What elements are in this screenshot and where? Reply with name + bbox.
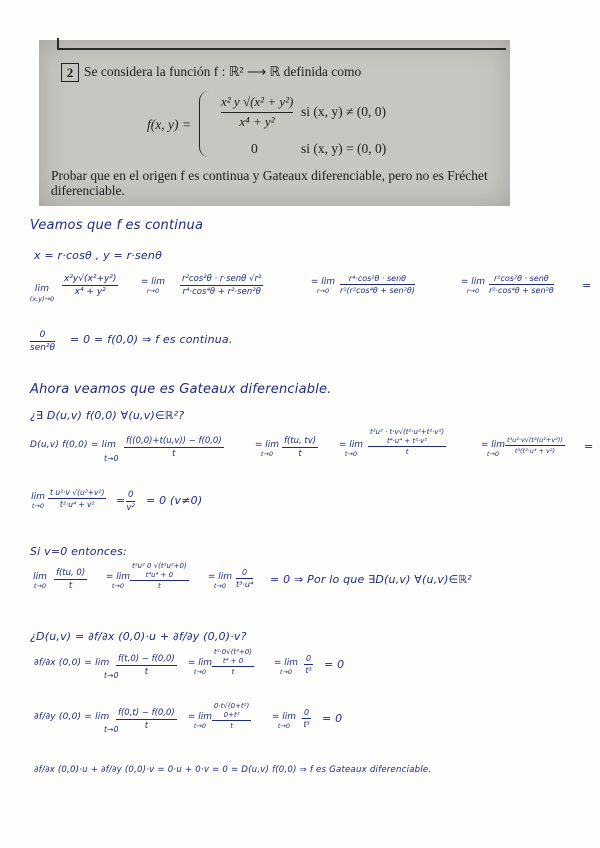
d5-tail: = 0 (v≠0) <box>146 494 203 507</box>
d5-equals: = <box>116 494 126 507</box>
lim3-numerator: r⁴·cos²θ · senθ <box>340 274 415 285</box>
d4-numerator: t³u²·v√(t²(u²+v²)) <box>507 436 563 444</box>
lim2-sub: r→0 <box>146 287 160 295</box>
d1-fraction <box>124 436 224 459</box>
d4-denominator: t³(t²·u⁴ + v²) <box>514 447 556 455</box>
d3-numerator: t²u² · t·v√(t²·u²+t²·v²) <box>370 428 445 436</box>
d5-result-fraction <box>126 490 135 513</box>
lim4-denominator: r²·cos⁴θ + sen²θ <box>489 286 554 295</box>
dfy-last-denominator: t³ <box>303 720 310 729</box>
dfx-mid-label <box>186 658 214 676</box>
lim1-numerator: x²y√(x²+y²) <box>64 274 117 284</box>
dfx-mid-fraction <box>212 648 254 676</box>
lim1-sub: (x,y)→0 <box>29 295 55 303</box>
lim3-fraction <box>340 274 415 295</box>
v0-mid-numerator: t²u² 0 √(t²u²+0) <box>132 562 187 570</box>
d4-label <box>478 440 508 458</box>
lim4-word: = lim <box>460 277 486 287</box>
v0-fraction <box>54 568 87 591</box>
polar-substitution: x = r·cosθ , y = r·senθ <box>34 249 163 262</box>
dfy-last-numerator: 0 <box>304 708 310 717</box>
lim1-fraction <box>62 274 118 297</box>
dfx-last-fraction <box>304 654 313 675</box>
result-denominator: sen²θ <box>30 343 56 353</box>
d1-denominator: t <box>172 449 176 459</box>
divider-line <box>57 48 506 50</box>
result-numerator: 0 <box>30 330 55 342</box>
dfx-last-sub: t→0 <box>279 668 293 676</box>
dfy-mid-numerator: 0·t√(0+t²) <box>214 702 250 710</box>
d4-sub: t→0 <box>486 450 500 458</box>
d5-denominator: t²·u⁴ + v² <box>59 500 95 509</box>
dfx-last-label <box>272 658 300 676</box>
dfy-sub: t→0 <box>104 725 119 734</box>
dfy-mid-word: = lim <box>187 712 213 722</box>
lim4-equals: = <box>582 279 592 292</box>
d5-result-numerator: 0 <box>128 490 134 500</box>
d2-word: = lim <box>254 440 280 450</box>
d3-sub: t→0 <box>344 450 358 458</box>
v0-mid-inner-denominator: t⁴u⁴ + 0 <box>130 571 189 581</box>
dfy-fraction <box>116 708 177 731</box>
v0-last-label <box>206 572 234 590</box>
d3-label <box>334 440 368 458</box>
d5-label <box>26 492 50 510</box>
dfy-mid-fraction <box>212 702 251 730</box>
v0-lim-sub: t→0 <box>33 582 47 590</box>
heading-continuity: Veamos que f es continua <box>30 218 204 233</box>
d1-numerator: f((0,0)+t(u,v)) − f(0,0) <box>126 436 222 446</box>
d2-fraction <box>282 436 318 459</box>
v0-mid-fraction <box>130 562 189 590</box>
d3-denominator: t <box>405 448 409 456</box>
dfx-sub: t→0 <box>104 671 119 680</box>
lim3-denominator: r²(r²cos⁴θ + sen²θ) <box>340 286 415 295</box>
v0-numerator: f(tu, 0) <box>56 568 86 578</box>
dfy-last-sub: t→0 <box>277 722 291 730</box>
directional-derivative-label: D(u,v) f(0,0) = lim <box>30 440 117 450</box>
d5-word: lim <box>31 492 45 502</box>
dfx-last-denominator: t³ <box>305 666 312 675</box>
lim3-label <box>304 277 342 295</box>
lim2-word: = lim <box>140 277 166 287</box>
dfx-mid-denominator: t <box>231 668 235 676</box>
v0-last-sub: t→0 <box>213 582 227 590</box>
dfx-mid-sub: t→0 <box>193 668 207 676</box>
v0-last-denominator: t³·u⁴ <box>236 580 254 589</box>
problem-task: Probar que en el origen f es continua y Gateaux diferenciable, pero no es Fréchet diferenciable. <box>51 168 488 198</box>
case2-value: 0 <box>251 141 258 156</box>
dfx-last-numerator: 0 <box>306 654 312 663</box>
question-existence: ¿∃ D(u,v) f(0,0) ∀(u,v)∈ℝ²? <box>30 409 185 422</box>
final-conclusion: ∂f/∂x (0,0)·u + ∂f/∂y (0,0)·v = 0·u + 0·v = 0 = D(u,v) f(0,0) ⇒ f es Gateaux diferenciable. <box>34 765 432 775</box>
dfy-last-word: = lim <box>271 712 297 722</box>
lim1-denominator: x⁴ + y² <box>74 287 106 297</box>
lim3-word: = lim <box>310 277 336 287</box>
v0-mid-sub: t→0 <box>111 582 125 590</box>
function-lhs: f(x, y) = <box>147 117 191 132</box>
d1-sub: t→0 <box>104 454 119 463</box>
v0-lim-word: lim <box>33 572 47 582</box>
v0-mid-word: = lim <box>105 572 131 582</box>
v0-denominator: t <box>68 581 73 591</box>
lim3-sub: r→0 <box>316 287 330 295</box>
d3-inner-denominator: t⁴·u⁴ + t²·v² <box>368 437 446 447</box>
lim1-word: lim <box>34 284 50 294</box>
dfx-numerator: f(t,0) − f(0,0) <box>118 654 175 664</box>
dfx-denominator: t <box>144 667 149 677</box>
d2-numerator: f(tu, tv) <box>284 436 317 446</box>
dfy-numerator: f(0,t) − f(0,0) <box>118 708 175 718</box>
v0-mid-denominator: t <box>157 582 161 590</box>
d5-numerator: t u²·v √(u²+v²) <box>50 488 105 497</box>
dfy-label: ∂f/∂y (0,0) = lim <box>34 712 110 722</box>
v0-last-numerator: 0 <box>236 568 253 579</box>
d4-word: = lim <box>480 440 506 450</box>
v0-lim-label <box>26 572 54 590</box>
dfy-last-fraction <box>302 708 311 729</box>
d3-word: = lim <box>338 440 364 450</box>
dfy-last-label <box>270 712 298 730</box>
dfy-mid-inner-denominator: 0+t² <box>212 711 251 721</box>
result-fraction <box>30 330 55 353</box>
d2-denominator: t <box>298 449 302 459</box>
d2-sub: t→0 <box>260 450 274 458</box>
dfy-denominator: t <box>144 721 149 731</box>
dfy-result: = 0 <box>322 712 343 725</box>
cases-brace <box>199 91 212 157</box>
lim4-numerator: r²cos²θ · senθ <box>489 274 554 285</box>
lim1-label <box>22 276 62 303</box>
dfx-mid-numerator: t²·0√(t²+0) <box>214 648 253 656</box>
lim4-label <box>455 277 491 295</box>
dfx-result: = 0 <box>324 658 345 671</box>
case2-condition: si (x, y) = (0, 0) <box>301 141 387 156</box>
lim4-sub: r→0 <box>466 287 480 295</box>
dfx-mid-inner-denominator: t⁴ + 0 <box>212 657 254 667</box>
v0-last-word: = lim <box>207 572 233 582</box>
d4-fraction <box>505 436 565 455</box>
d5-fraction <box>48 488 106 509</box>
lim4-fraction <box>489 274 554 295</box>
lim2-denominator: r⁴·cos⁴θ + r²·sen²θ <box>182 287 261 297</box>
dfy-mid-label <box>186 712 214 730</box>
case1-condition: si (x, y) ≠ (0, 0) <box>301 104 387 119</box>
heading-gateaux: Ahora veamos que es Gateaux diferenciable. <box>30 382 332 397</box>
dfy-mid-sub: t→0 <box>193 722 207 730</box>
dfy-mid-denominator: t <box>230 722 233 730</box>
d4-equals: = <box>584 440 594 453</box>
lim2-label <box>133 277 173 295</box>
problem-number: 2 <box>61 63 79 82</box>
case-v-zero: Si v=0 entonces: <box>30 545 127 558</box>
question-linearity: ¿D(u,v) = ∂f/∂x (0,0)·u + ∂f/∂y (0,0)·v? <box>30 630 247 643</box>
v0-last-fraction <box>236 568 253 589</box>
d3-fraction <box>368 428 446 456</box>
d5-result-denominator: v² <box>126 503 135 513</box>
v0-mid-label <box>104 572 132 590</box>
dfx-mid-word: = lim <box>187 658 213 668</box>
lim2-fraction <box>180 274 263 297</box>
dfx-fraction <box>116 654 177 677</box>
problem-statement: Se considera la función f : ℝ² ⟶ ℝ definida como <box>84 64 362 79</box>
lim2-numerator: r²cos²θ · r·senθ √r² <box>182 274 262 284</box>
case1-denominator: x⁴ + y² <box>239 114 275 129</box>
problem-photo <box>39 40 510 206</box>
continuity-conclusion: = 0 = f(0,0) ⇒ f es continua. <box>70 333 233 346</box>
case1-numerator: x² y √(x² + y²) <box>221 94 293 113</box>
d5-sub: t→0 <box>31 502 45 510</box>
dfx-label: ∂f/∂x (0,0) = lim <box>34 658 110 668</box>
d2-label <box>250 440 284 458</box>
case1-fraction <box>221 94 293 130</box>
dfx-last-word: = lim <box>273 658 299 668</box>
v0-conclusion: = 0 ⇒ Por lo que ∃D(u,v) ∀(u,v)∈ℝ² <box>270 573 472 586</box>
